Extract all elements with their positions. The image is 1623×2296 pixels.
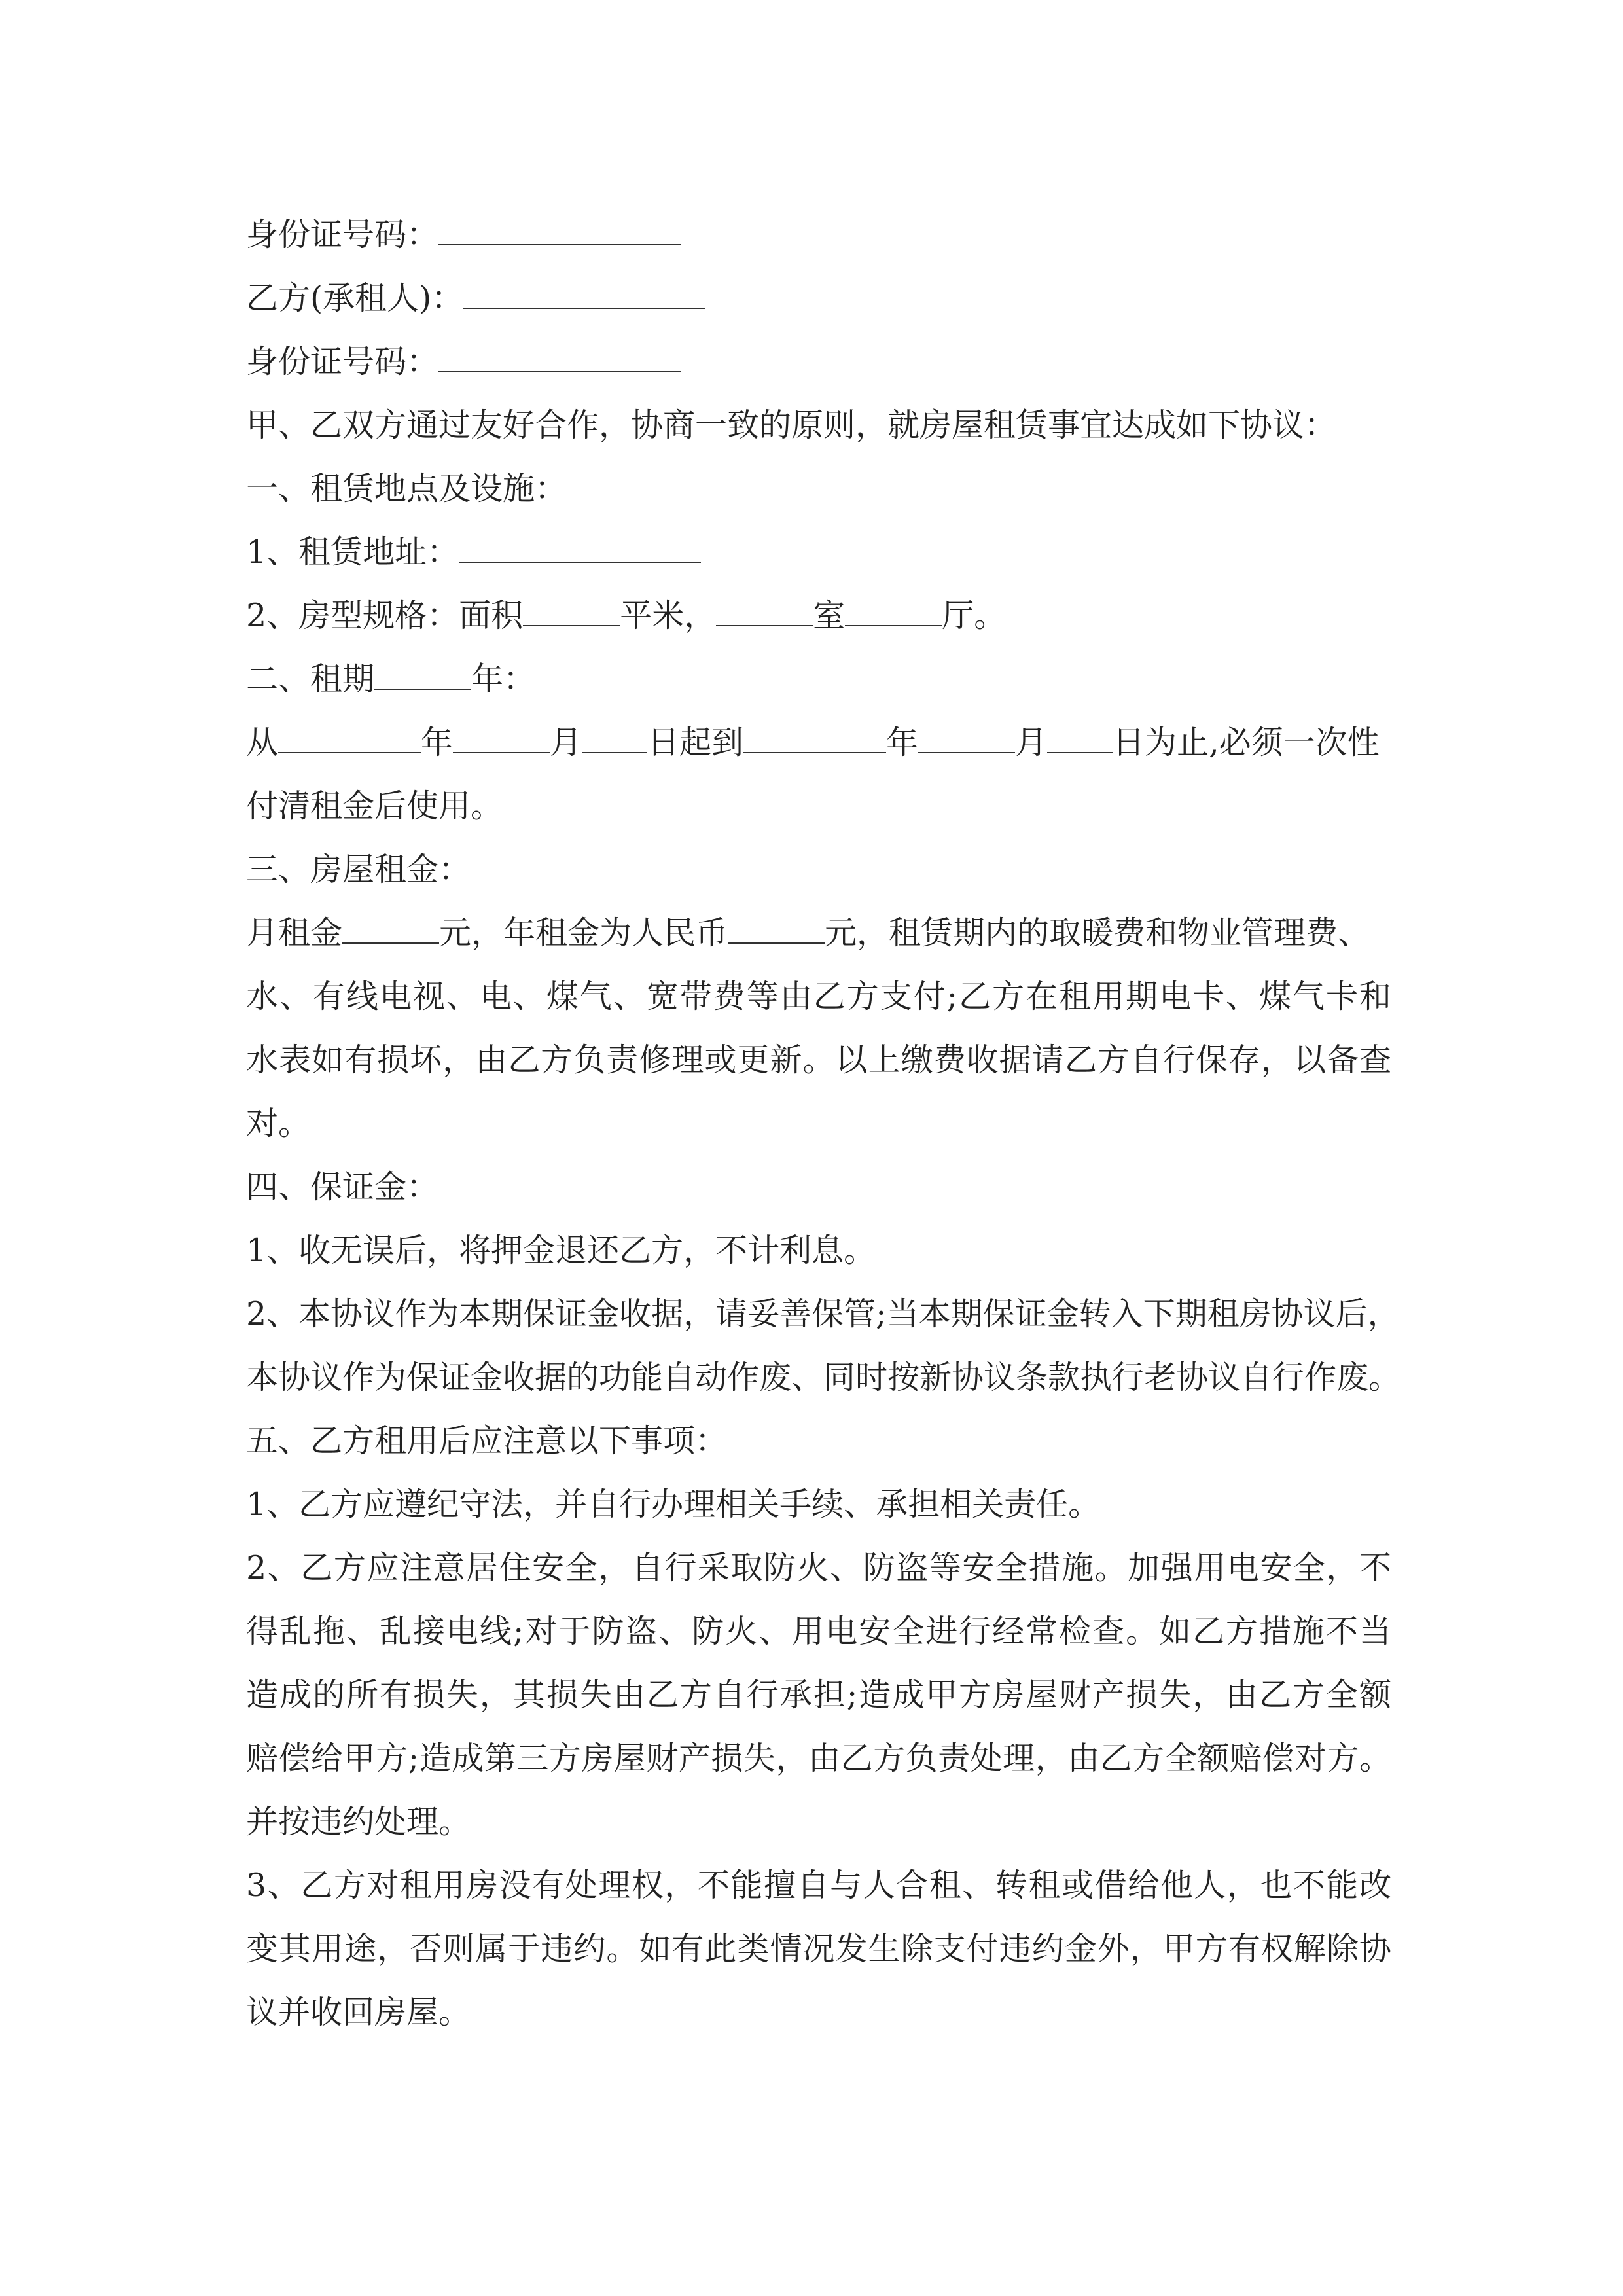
- address-line: [246, 520, 1391, 584]
- notice-item-2-line-2: 得乱拖、乱接电线;对于防盗、防火、用电安全进行经常检查。如乙方措施不当: [246, 1613, 1391, 1650]
- lessee-id-blank: [438, 334, 681, 372]
- notice-item-2-line-1: 2、乙方应注意居住安全，自行采取防火、防盗等安全措施。加强用电安全，不: [246, 1549, 1391, 1587]
- spec-unit-room: 室: [813, 597, 846, 634]
- start-month-blank: [453, 715, 550, 753]
- term-from: 从: [246, 724, 279, 761]
- area-blank: [523, 588, 620, 626]
- address-label: 1、租赁地址：: [246, 533, 459, 571]
- term-title-prefix: 二、租期: [246, 660, 375, 698]
- end-month-blank: [918, 715, 1015, 753]
- deposit-item-2-line-1: 2、本协议作为本期保证金收据，请妥善保管;当本期保证金转入下期租房协议后，: [246, 1295, 1400, 1333]
- lessee-name-blank: [463, 271, 705, 309]
- address-blank: [459, 525, 701, 563]
- rent-line-2: 水、有线电视、电、煤气、宽带费等由乙方支付;乙方在租用期电卡、煤气卡和: [246, 978, 1391, 1015]
- term-title-suffix: 年：: [471, 660, 536, 698]
- start-month-unit: 月: [550, 724, 582, 761]
- monthly-rent-blank: [342, 906, 439, 944]
- room-count-blank: [716, 588, 813, 626]
- start-day-unit: 日起到: [647, 724, 744, 761]
- yearly-rent-blank: [728, 906, 825, 944]
- lessor-id-line: [246, 203, 1391, 266]
- term-years-blank: [374, 652, 471, 690]
- section5-title: 五、乙方租用后应注意以下事项：: [246, 1422, 728, 1460]
- notice-item-2-line-4: 赔偿给甲方;造成第三方房屋财产损失，由乙方负责处理，由乙方全额赔偿对方。: [246, 1740, 1391, 1777]
- rent-line-3: 水表如有损坏，由乙方负责修理或更新。以上缴费收据请乙方自行保存，以备查: [246, 1041, 1391, 1079]
- lessee-id-label: 身份证号码：: [246, 343, 439, 380]
- monthly-rent-prefix: 月租金: [246, 914, 343, 952]
- spec-unit-hall: 厅。: [942, 597, 1007, 634]
- start-day-blank: [582, 715, 647, 753]
- start-year-blank: [278, 715, 421, 753]
- rent-line-1: [246, 901, 1391, 965]
- lessee-line: [246, 266, 1391, 330]
- section3-title: 三、房屋租金：: [246, 851, 471, 888]
- lessee-id-line: [246, 330, 1391, 393]
- end-month-unit: 月: [1015, 724, 1048, 761]
- end-day-blank: [1047, 715, 1113, 753]
- yearly-rent-prefix: 元，年租金为人民币: [439, 914, 728, 952]
- deposit-item-2-line-2: 本协议作为保证金收据的功能自动作废、同时按新协议条款执行老协议自行作废。: [246, 1359, 1401, 1396]
- spec-unit-area: 平米，: [620, 597, 717, 634]
- section1-title: 一、租赁地点及设施：: [246, 470, 567, 507]
- lessee-label: 乙方(承租人)：: [246, 279, 464, 317]
- lessor-id-label: 身份证号码：: [246, 216, 439, 253]
- spec-prefix: 2、房型规格：面积: [246, 597, 524, 634]
- term-dates-line: [246, 711, 1391, 774]
- end-year-unit: 年: [886, 724, 919, 761]
- deposit-item-1: 1、收无误后，将押金退还乙方，不计利息。: [246, 1232, 876, 1269]
- section2-title: [246, 647, 1391, 711]
- end-day-unit: 日为止,必须一次性: [1113, 724, 1380, 761]
- notice-item-2-line-3: 造成的所有损失，其损失由乙方自行承担;造成甲方房屋财产损失，由乙方全额: [246, 1676, 1391, 1713]
- document-body: [246, 203, 1401, 2044]
- notice-item-3-line-2: 变其用途，否则属于违约。如有此类情况发生除支付违约金外，甲方有权解除协: [246, 1930, 1391, 1967]
- room-spec-line: [246, 584, 1391, 647]
- lessor-id-blank: [438, 207, 681, 245]
- intro-paragraph: 甲、乙双方通过友好合作，协商一致的原则，就房屋租赁事宜达成如下协议：: [246, 406, 1337, 444]
- term-payment-line: 付清租金后使用。: [246, 787, 503, 825]
- notice-item-3-line-3: 议并收回房屋。: [246, 1994, 471, 2031]
- hall-count-blank: [845, 588, 942, 626]
- rent-line1-suffix: 元，租赁期内的取暖费和物业管理费、: [825, 914, 1370, 952]
- notice-item-2-line-5: 并按违约处理。: [246, 1803, 471, 1840]
- end-year-blank: [743, 715, 886, 753]
- notice-item-1: 1、乙方应遵纪守法，并自行办理相关手续、承担相关责任。: [246, 1486, 1101, 1523]
- rent-line-4: 对。: [246, 1105, 311, 1142]
- section4-title: 四、保证金：: [246, 1168, 439, 1206]
- notice-item-3-line-1: 3、乙方对租用房没有处理权，不能擅自与人合租、转租或借给他人，也不能改: [246, 1867, 1391, 1904]
- start-year-unit: 年: [421, 724, 454, 761]
